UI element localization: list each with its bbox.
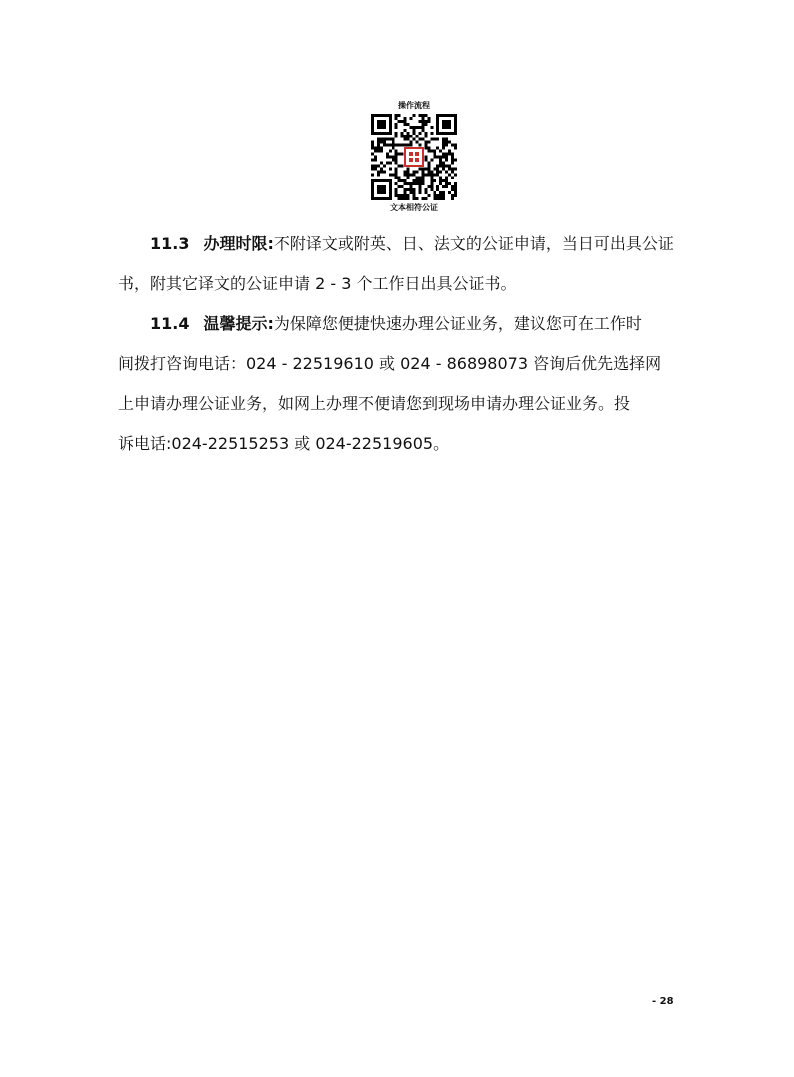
section-11-3-title: 办理时限:	[203, 234, 274, 253]
section-11-3-line-1	[118, 224, 714, 264]
section-11-4-line-3: 上申请办理公证业务，如网上办理不便请您到现场申请办理公证业务。投	[118, 394, 631, 413]
section-11-3-number: 11.3	[150, 234, 190, 253]
section-11-4-title: 温馨提示:	[203, 314, 274, 333]
section-11-4-number: 11.4	[150, 314, 190, 333]
qr-code-block	[358, 100, 470, 214]
section-11-4-line-2: 间拨打咨询电话：024 - 22519610 或 024 - 86898073 咨询后优先选择网	[118, 354, 662, 373]
section-11-4-line-4: 诉电话:024-22515253 或 024-22519605。	[118, 434, 450, 453]
section-11-4-line-1	[118, 304, 714, 344]
section-11-3-text: 不附译文或附英、日、法文的公证申请，当日可出具公证	[273, 234, 674, 253]
page-number: - 28	[652, 996, 674, 1007]
qr-bottom-caption: 文本相符公证	[390, 203, 438, 212]
document-body	[118, 224, 714, 464]
section-11-4-text: 为保障您便捷快速办理公证业务，建议您可在工作时	[273, 314, 642, 333]
qr-code-icon	[371, 114, 457, 200]
section-11-3-line-2: 书，附其它译文的公证申请 2 - 3 个工作日出具公证书。	[118, 274, 517, 293]
qr-top-caption: 操作流程	[398, 101, 430, 110]
